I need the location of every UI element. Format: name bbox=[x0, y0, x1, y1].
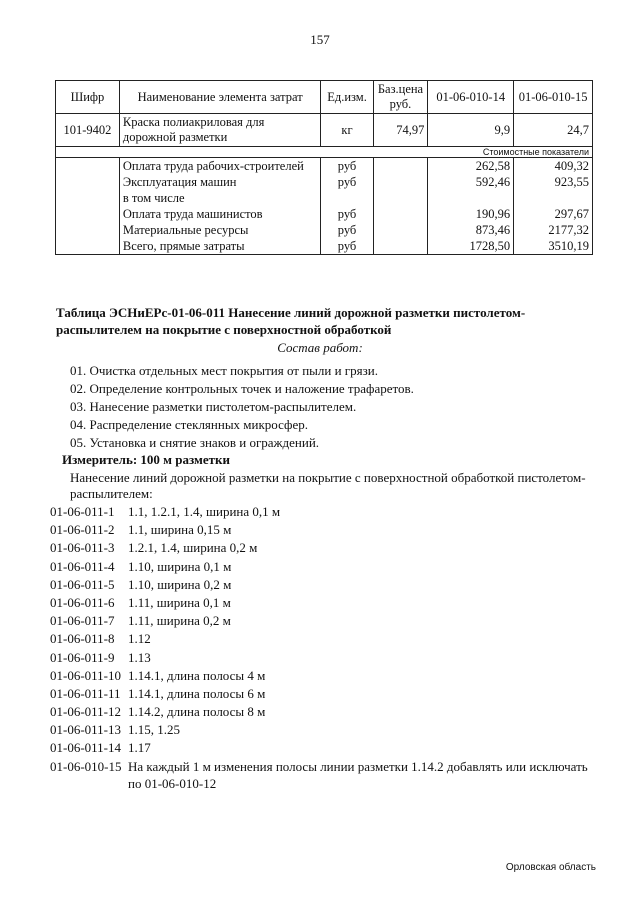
total-unit: руб bbox=[321, 158, 373, 175]
material-unit: кг bbox=[321, 114, 373, 147]
list-item bbox=[50, 739, 598, 757]
material-price: 74,97 bbox=[373, 114, 428, 147]
subheader-row bbox=[56, 147, 593, 158]
item-code: 01-06-011-1 bbox=[50, 504, 115, 519]
cost-table bbox=[55, 80, 593, 255]
total-v1: 190,96 bbox=[428, 206, 514, 222]
total-unit: руб bbox=[321, 222, 373, 238]
list-item bbox=[50, 594, 598, 612]
item-code: 01-06-011-7 bbox=[50, 613, 115, 629]
list-item bbox=[50, 539, 598, 557]
item-desc: 1.14.1, длина полосы 4 м bbox=[128, 667, 266, 683]
meter-label: Измеритель: 100 м разметки bbox=[62, 452, 231, 467]
list-item bbox=[50, 758, 598, 792]
item-code: 01-06-011-6 bbox=[50, 594, 115, 610]
list-item bbox=[50, 576, 598, 594]
item-code: 01-06-011-4 bbox=[50, 558, 115, 574]
list-item: 05. Установка и снятие знаков и ограждений. bbox=[70, 435, 320, 450]
list-item bbox=[50, 703, 598, 721]
header-code: Шифр bbox=[56, 81, 120, 114]
material-v2: 24,7 bbox=[514, 114, 593, 147]
item-code: 01-06-011-5 bbox=[50, 576, 115, 592]
list-item bbox=[50, 685, 598, 703]
total-name: Материальные ресурсы bbox=[119, 222, 321, 238]
item-desc: 1.13 bbox=[128, 649, 151, 665]
list-item bbox=[50, 521, 598, 539]
total-v1: 262,58 bbox=[428, 158, 514, 175]
item-code: 01-06-011-12 bbox=[50, 704, 122, 720]
work-list bbox=[70, 362, 414, 452]
list-item bbox=[50, 630, 598, 648]
list-item bbox=[50, 649, 598, 667]
table-row bbox=[56, 158, 593, 175]
item-desc: 1.10, ширина 0,1 м bbox=[128, 558, 232, 574]
meter-description: Нанесение линий дорожной разметки на покрытие с поверхностной обработкой пистолетом-распылителем: bbox=[70, 470, 586, 501]
list-item bbox=[50, 558, 598, 576]
material-name: Краска полиакриловая для дорожной разметки bbox=[119, 114, 321, 147]
item-list bbox=[50, 503, 598, 792]
item-code: 01-06-011-10 bbox=[50, 667, 122, 683]
list-item bbox=[50, 612, 598, 630]
list-item: 01. Очистка отдельных мест покрытия от пыли и грязи. bbox=[70, 363, 378, 378]
total-v2: 923,55 bbox=[514, 174, 593, 190]
total-v1: 592,46 bbox=[428, 174, 514, 190]
composition-title: Состав работ: bbox=[277, 340, 363, 355]
item-desc: 1.12 bbox=[128, 631, 151, 647]
item-desc: 1.11, ширина 0,1 м bbox=[128, 594, 231, 610]
table-row bbox=[56, 222, 593, 238]
item-desc: 1.14.2, длина полосы 8 м bbox=[128, 704, 266, 720]
table-header-row bbox=[56, 81, 593, 114]
table-row bbox=[56, 174, 593, 190]
table-row bbox=[56, 238, 593, 255]
table-row bbox=[56, 114, 593, 147]
item-desc: 1.15, 1.25 bbox=[128, 722, 180, 738]
total-name: Эксплуатация машин bbox=[119, 174, 321, 190]
page-number: 157 bbox=[310, 32, 330, 47]
list-item bbox=[50, 721, 598, 739]
cost-indicators-label: Стоимостные показатели bbox=[56, 147, 593, 158]
list-item: 02. Определение контрольных точек и наложение трафаретов. bbox=[70, 381, 414, 396]
total-unit: руб bbox=[321, 238, 373, 255]
item-code: 01-06-011-8 bbox=[50, 631, 115, 647]
item-code: 01-06-011-9 bbox=[50, 649, 115, 665]
header-price: Баз.цена руб. bbox=[373, 81, 428, 114]
header-col-15: 01-06-010-15 bbox=[514, 81, 593, 114]
item-code: 01-06-011-13 bbox=[50, 722, 122, 738]
list-item: 03. Нанесение разметки пистолетом-распылителем. bbox=[70, 399, 357, 414]
total-unit: руб bbox=[321, 174, 373, 190]
item-desc: 1.2.1, 1.4, ширина 0,2 м bbox=[128, 540, 258, 556]
item-desc: 1.1, ширина 0,15 м bbox=[128, 522, 232, 538]
section-heading: Таблица ЭСНиЕРс-01-06-011 Нанесение линий дорожной разметки пистолетом-распылителем на покрытие с поверхностной обработкой bbox=[56, 305, 526, 337]
total-name: Оплата труда машинистов bbox=[119, 206, 321, 222]
table-row bbox=[56, 206, 593, 222]
item-desc: 1.11, ширина 0,2 м bbox=[128, 613, 231, 629]
total-v2: 3510,19 bbox=[514, 238, 593, 255]
item-code: 01-06-011-2 bbox=[50, 522, 115, 538]
table-row bbox=[56, 190, 593, 206]
item-code: 01-06-010-15 bbox=[50, 758, 122, 774]
total-v2: 409,32 bbox=[514, 158, 593, 175]
item-desc: 1.14.1, длина полосы 6 м bbox=[128, 685, 266, 701]
list-item bbox=[50, 503, 598, 521]
total-name: Оплата труда рабочих-строителей bbox=[119, 158, 321, 175]
total-v1: 1728,50 bbox=[428, 238, 514, 255]
header-name: Наименование элемента затрат bbox=[119, 81, 321, 114]
total-name: в том числе bbox=[119, 190, 321, 206]
item-code: 01-06-011-14 bbox=[50, 740, 122, 756]
material-v1: 9,9 bbox=[428, 114, 514, 147]
item-desc: 1.1, 1.2.1, 1.4, ширина 0,1 м bbox=[128, 504, 281, 519]
item-code: 01-06-011-11 bbox=[50, 685, 121, 701]
item-code: 01-06-011-3 bbox=[50, 540, 115, 556]
footer-region: Орловская область bbox=[505, 862, 596, 873]
item-desc: На каждый 1 м изменения полосы линии разметки 1.14.2 добавлять или исключать по 01-06-010-12 bbox=[128, 758, 588, 791]
item-desc: 1.17 bbox=[128, 740, 151, 756]
total-v1: 873,46 bbox=[428, 222, 514, 238]
total-v2: 297,67 bbox=[514, 206, 593, 222]
header-col-14: 01-06-010-14 bbox=[428, 81, 514, 114]
material-code: 101-9402 bbox=[56, 114, 120, 147]
list-item bbox=[50, 667, 598, 685]
total-v2: 2177,32 bbox=[514, 222, 593, 238]
list-item: 04. Распределение стеклянных микросфер. bbox=[70, 417, 308, 432]
total-unit: руб bbox=[321, 206, 373, 222]
total-name: Всего, прямые затраты bbox=[119, 238, 321, 255]
item-desc: 1.10, ширина 0,2 м bbox=[128, 576, 232, 592]
header-unit: Ед.изм. bbox=[321, 81, 373, 114]
